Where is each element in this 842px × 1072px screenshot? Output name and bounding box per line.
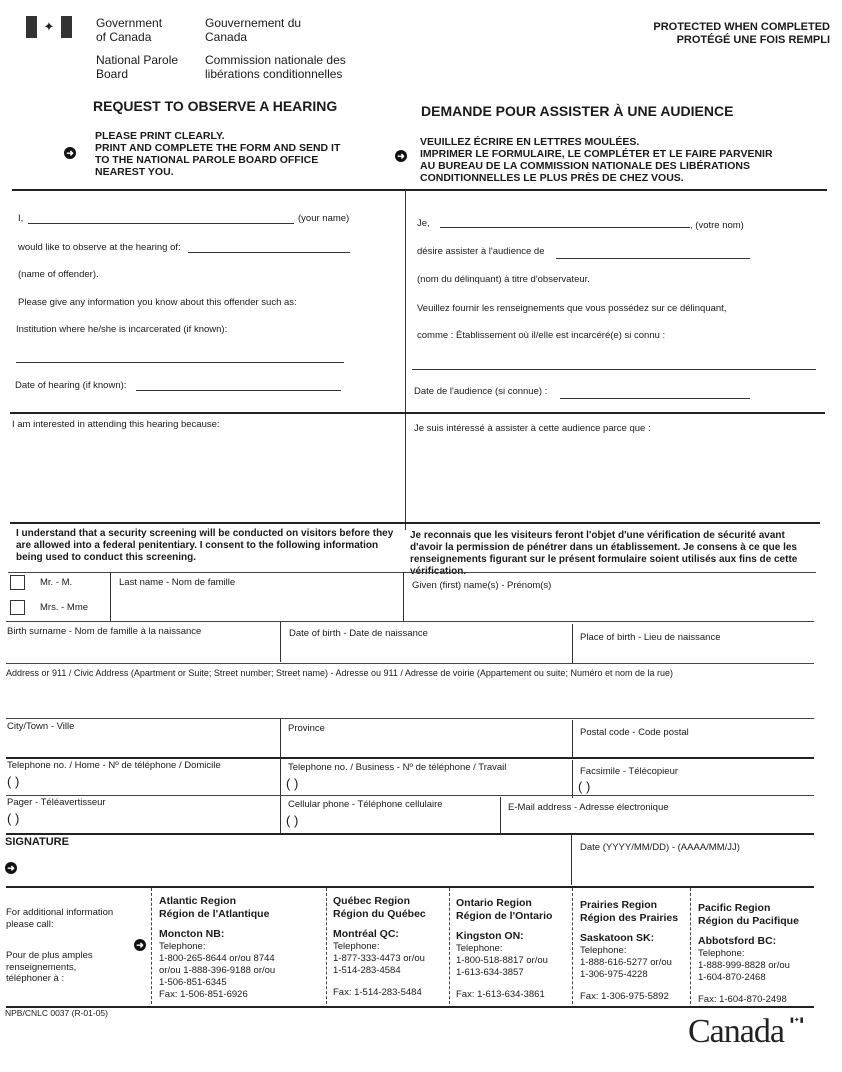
- divider: [6, 621, 814, 622]
- etablissement-field[interactable]: [412, 369, 816, 370]
- birth-surname-label: Birth surname - Nom de famille à la naissance: [7, 626, 202, 637]
- signature-label: SIGNATURE: [5, 836, 69, 848]
- mr-label: Mr. - M.: [40, 577, 73, 588]
- dashed-divider: [326, 888, 327, 1004]
- votre-nom-field[interactable]: [440, 227, 690, 228]
- votre-nom-label: , (votre nom): [690, 220, 744, 231]
- column-divider: [280, 622, 281, 662]
- region-fax: Fax: 1-506-851-6926: [159, 988, 248, 1000]
- tel-business-label: Telephone no. / Business - Nº de téléphone / Travail: [288, 762, 507, 773]
- region-phone: 1-800-265-8644 or/ou 8744: [159, 952, 275, 964]
- region-phone: 1-877-333-4473 or/ou: [333, 952, 425, 964]
- region-city: Montréal QC:: [333, 928, 399, 940]
- canada-wordmark-logo: [688, 1012, 812, 1052]
- region-tel-label: Telephone:: [333, 940, 380, 952]
- column-divider: [572, 720, 573, 758]
- region-fax: Fax: 1-514-283-5484: [333, 986, 422, 998]
- column-divider: [572, 624, 573, 664]
- pager-label: Pager - Téléavertisseur: [7, 797, 106, 808]
- contact-fr-1: Pour de plus amples: [6, 950, 93, 961]
- region-phone: or/ou 1-888-396-9188 or/ou: [159, 964, 276, 976]
- dob-label: Date of birth - Date de naissance: [289, 628, 428, 639]
- city-label: City/Town - Ville: [7, 721, 75, 732]
- postal-field[interactable]: [578, 740, 813, 758]
- email-label: E-Mail address - Adresse électronique: [508, 802, 669, 813]
- arrow-right-icon: ➜: [64, 147, 76, 159]
- divider: [6, 757, 814, 759]
- divider: [6, 1006, 814, 1008]
- region-city: Abbotsford BC:: [698, 935, 777, 947]
- i-label: I,: [18, 213, 24, 224]
- delinquant-field[interactable]: [556, 258, 750, 259]
- date-label: Date (YYYY/MM/DD) - (AAAA/MM/JJ): [580, 842, 740, 853]
- region-name-fr: Région du Québec: [333, 907, 426, 920]
- region-tel-label: Telephone:: [159, 940, 206, 952]
- dob-field[interactable]: [286, 642, 568, 662]
- column-divider: [571, 835, 572, 885]
- city-field[interactable]: [7, 735, 277, 755]
- gov-fr: [205, 16, 301, 44]
- interest-fr-field[interactable]: [410, 440, 820, 520]
- wordmark-flag-icon: ▮✦▮: [790, 1017, 804, 1024]
- region-name-en: Pacific Region: [698, 902, 771, 914]
- address-label: Address or 911 / Civic Address (Apartment or Suite; Street number; Street name) - Adresse ou 911 / Adresse de voirie (Appartement ou suite; Numéro et nom de la rue): [6, 668, 673, 678]
- instructions-en: [95, 130, 340, 178]
- divider: [8, 572, 816, 573]
- region-pacific: [698, 902, 799, 1006]
- instr-en-2: PRINT AND COMPLETE THE FORM AND SEND IT: [95, 142, 341, 154]
- mrs-label: Mrs. - Mme: [40, 602, 89, 613]
- region-phone: 1-506-851-6345: [159, 976, 227, 988]
- instr-fr-1: VEUILLEZ ÉCRIRE EN LETTRES MOULÉES.: [420, 136, 640, 148]
- audience-date-field[interactable]: [560, 398, 750, 399]
- contact-intro-fr: [6, 950, 93, 985]
- column-divider: [572, 760, 573, 798]
- divider: [10, 522, 820, 524]
- region-city: Saskatoon SK:: [580, 932, 655, 944]
- instructions-fr: [420, 136, 773, 184]
- column-divider: [500, 797, 501, 835]
- board-en-line2: Board: [96, 67, 129, 81]
- birth-surname-field[interactable]: [7, 640, 277, 660]
- assister-label: désire assister à l'audience de: [417, 246, 545, 257]
- tel-home-label: Telephone no. / Home - Nº de téléphone / Domicile: [7, 760, 221, 771]
- column-divider: [405, 190, 406, 530]
- contact-fr-2: renseignements,: [6, 961, 77, 973]
- instr-fr-3: AU BUREAU DE LA COMMISSION NATIONALE DES LIBÉRATIONS: [420, 160, 750, 172]
- divider: [6, 718, 814, 719]
- region-city: Moncton NB:: [159, 928, 225, 940]
- contact-en-1: For additional information: [6, 907, 114, 918]
- gov-fr-line2: Canada: [205, 30, 248, 44]
- etablissement-label: comme : Établissement où il/elle est incarcéré(e) si connu :: [417, 330, 666, 341]
- dashed-divider: [572, 888, 573, 1004]
- region-name-en: Québec Region: [333, 895, 411, 907]
- column-divider: [280, 758, 281, 796]
- interest-en-label: I am interested in attending this hearing because:: [12, 419, 220, 430]
- institution-field[interactable]: [16, 362, 344, 363]
- column-divider: [280, 719, 281, 757]
- region-fax: Fax: 1-604-870-2498: [698, 993, 787, 1005]
- region-fax: Fax: 1-306-975-5892: [580, 990, 669, 1002]
- instr-en-4: NEAREST YOU.: [95, 166, 174, 178]
- region-fax: Fax: 1-613-634-3861: [456, 988, 545, 1000]
- consent-fr: Je reconnais que les visiteurs feront l'objet d'une vérification de sécurité avant d'avoir la permission de pénétrer dans un établissement. Je consens à ce que les renseignements figurant sur le présent formulaire soient utilisés aux fins de cette vérification.: [410, 530, 798, 577]
- hearing-date-label: Date of hearing (if known):: [15, 380, 127, 391]
- mr-checkbox[interactable]: [10, 575, 25, 590]
- board-en: [96, 53, 178, 81]
- fax-label: Facsimile - Télécopieur: [580, 766, 679, 777]
- last-name-field[interactable]: [116, 592, 400, 620]
- contact-en-2: please call:: [6, 918, 54, 930]
- dashed-divider: [690, 888, 691, 1004]
- pob-field[interactable]: [578, 645, 813, 663]
- region-name-fr: Région des Prairies: [580, 911, 679, 924]
- region-phone: 1-306-975-4228: [580, 968, 648, 980]
- interest-fr-label: Je suis intéressé à assister à cette audience parce que :: [414, 423, 651, 434]
- delinquant-label: (nom du délinquant) à titre d'observateur.: [417, 274, 590, 285]
- je-label: Je,: [417, 218, 430, 229]
- region-phone: 1-514-283-4584: [333, 964, 401, 976]
- region-atlantic: [159, 895, 275, 1001]
- given-name-field[interactable]: [410, 595, 815, 620]
- arrow-right-icon: ➜: [395, 150, 407, 162]
- address-field[interactable]: [6, 682, 814, 718]
- region-name-fr: Région de l'Atlantique: [159, 907, 270, 920]
- wordmark-text: Canada: [688, 1013, 784, 1050]
- region-name-en: Ontario Region: [456, 897, 532, 909]
- divider: [6, 833, 814, 835]
- region-name-fr: Région de l'Ontario: [456, 909, 553, 922]
- divider: [12, 189, 827, 191]
- gov-fr-line1: Gouvernement du: [205, 16, 302, 30]
- dashed-divider: [151, 888, 152, 1004]
- region-phone: 1-604-870-2468: [698, 971, 766, 983]
- protected-en: PROTECTED WHEN COMPLETED: [653, 21, 830, 33]
- pob-label: Place of birth - Lieu de naissance: [580, 632, 721, 643]
- divider: [6, 886, 814, 888]
- province-label: Province: [288, 723, 325, 734]
- title-en: REQUEST TO OBSERVE A HEARING: [93, 98, 338, 114]
- date-field[interactable]: [578, 856, 813, 882]
- board-fr-line1: Commission nationale des: [205, 53, 346, 67]
- divider: [6, 663, 814, 664]
- hearing-date-field[interactable]: [136, 390, 341, 391]
- column-divider: [110, 573, 111, 621]
- instr-fr-2: IMPRIMER LE FORMULAIRE, LE COMPLÉTER ET LE FAIRE PARVENIR: [420, 148, 773, 160]
- your-name-field[interactable]: [28, 223, 294, 224]
- interest-en-field[interactable]: [12, 435, 400, 520]
- region-name-en: Atlantic Region: [159, 895, 237, 907]
- offender-name-field[interactable]: [188, 252, 350, 253]
- province-field[interactable]: [286, 737, 568, 757]
- fax-field[interactable]: ( ): [578, 779, 591, 794]
- region-name-fr: Région du Pacifique: [698, 914, 799, 927]
- pager-field[interactable]: ( ): [7, 811, 20, 826]
- last-name-label: Last name - Nom de famille: [119, 577, 236, 588]
- tel-home-field[interactable]: ( ): [7, 774, 20, 789]
- divider: [10, 412, 825, 414]
- audience-date-label: Date de l'audience (si connue) :: [414, 386, 548, 397]
- gov-en-line2: of Canada: [96, 30, 152, 44]
- region-phone: 1-888-999-8828 or/ou: [698, 959, 790, 971]
- contact-intro-en: [6, 907, 113, 930]
- email-field[interactable]: [506, 815, 811, 833]
- cell-label: Cellular phone - Téléphone cellulaire: [288, 799, 443, 810]
- institution-label: Institution where he/she is incarcerated (if known):: [16, 324, 228, 335]
- your-name-label: (your name): [298, 213, 350, 224]
- region-prairies: [580, 899, 678, 1003]
- region-city: Kingston ON:: [456, 930, 524, 942]
- given-name-label: Given (first) name(s) - Prénom(s): [412, 580, 552, 591]
- offender-label: (name of offender).: [18, 269, 99, 280]
- contact-fr-3: téléphoner à :: [6, 973, 65, 984]
- dashed-divider: [449, 888, 450, 1004]
- instr-en-1: PLEASE PRINT CLEARLY.: [95, 130, 225, 142]
- board-fr: [205, 53, 346, 81]
- column-divider: [403, 573, 404, 621]
- divider: [6, 795, 814, 796]
- board-fr-line2: libérations conditionnelles: [205, 67, 343, 81]
- postal-label: Postal code - Code postal: [580, 727, 689, 738]
- region-phone: 1-800-518-8817 or/ou: [456, 954, 548, 966]
- protected-notice: [653, 21, 830, 47]
- cell-field[interactable]: ( ): [286, 813, 299, 828]
- info-fr-label: Veuillez fournir les renseignements que vous possédez sur ce délinquant,: [417, 303, 727, 314]
- region-name-en: Prairies Region: [580, 899, 658, 911]
- gov-en: [96, 16, 162, 44]
- region-phone: 1-613-634-3857: [456, 966, 524, 978]
- region-tel-label: Telephone:: [580, 944, 627, 956]
- info-label: Please give any information you know about this offender such as:: [18, 297, 297, 308]
- mrs-checkbox[interactable]: [10, 600, 25, 615]
- region-ontario: [456, 897, 552, 1001]
- protected-fr: PROTÉGÉ UNE FOIS REMPLI: [676, 34, 830, 46]
- region-tel-label: Telephone:: [456, 942, 503, 954]
- arrow-right-icon: ➜: [5, 862, 17, 874]
- instr-fr-4: CONDITIONNELLES LE PLUS PRÈS DE CHEZ VOUS.: [420, 172, 684, 184]
- gov-en-line1: Government: [96, 16, 163, 30]
- form-number: NPB/CNLC 0037 (R-01-05): [5, 1008, 108, 1018]
- region-quebec: [333, 895, 426, 999]
- consent-en: I understand that a security screening will be conducted on visitors before they are allowed into a federal penitentiary. I consent to the following information being used to conduct this screening.: [16, 528, 394, 563]
- tel-business-field[interactable]: ( ): [286, 776, 299, 791]
- region-phone: 1-888-616-5277 or/ou: [580, 956, 672, 968]
- arrow-right-icon: ➜: [134, 939, 146, 951]
- board-en-line1: National Parole: [96, 53, 179, 67]
- region-tel-label: Telephone:: [698, 947, 745, 959]
- observe-label: would like to observe at the hearing of:: [18, 242, 181, 253]
- canada-flag-icon: ✦: [26, 16, 72, 38]
- instr-en-3: TO THE NATIONAL PAROLE BOARD OFFICE: [95, 154, 319, 166]
- column-divider: [280, 796, 281, 834]
- signature-field[interactable]: [22, 852, 562, 880]
- title-fr: DEMANDE POUR ASSISTER À UNE AUDIENCE: [421, 103, 734, 119]
